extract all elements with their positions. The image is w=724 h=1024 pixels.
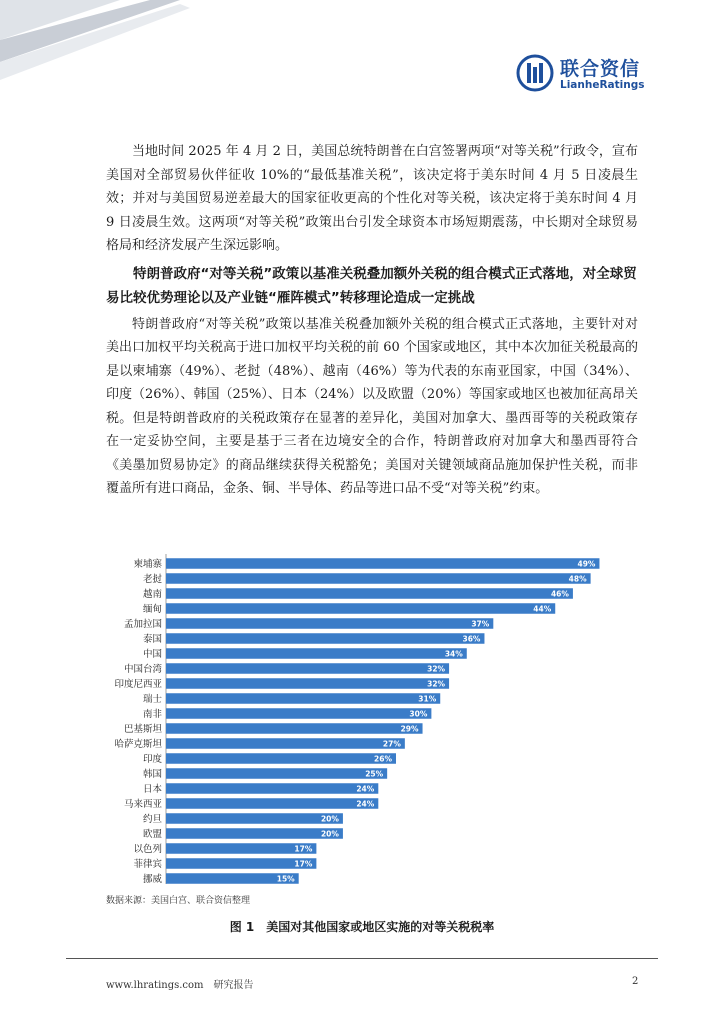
value-label: 27% [382,739,401,749]
report-body [106,140,638,501]
brand-logo [516,54,646,96]
intro-paragraph: 当地时间 2025 年 4 月 2 日，美国总统特朗普在白宫签署两项“对等关税”行政令，宣布美国对全部贸易伙伴征收 10%的“最低基准关税”，该决定将于美东时间 4 月 5 日凌晨生效；并对与美国贸易逆差最大的国家征收更高的个性化对等关税，该决定将于美东时间 4 月 9 日凌晨生效。这两项“对等关税”政策出台引发全球资本市场短期震荡，中长期对全球贸易格局和经济发展产生深远影响。 [106,144,638,253]
value-label: 48% [568,574,587,584]
bar-5 [166,633,484,644]
value-label: 20% [320,829,339,839]
bar-0 [166,558,599,569]
category-label: 越南 [142,589,162,600]
category-label: 日本 [142,784,162,795]
bar-13 [166,753,396,764]
bar-6 [166,648,467,659]
footer-divider [66,958,658,959]
value-label: 31% [418,694,437,704]
value-label: 44% [533,604,552,614]
category-label: 马来西亚 [123,799,162,810]
category-label: 以色列 [133,844,162,855]
value-label: 36% [462,634,481,644]
value-label: 32% [427,679,446,689]
value-label: 37% [471,619,490,629]
policy-paragraph: 特朗普政府“对等关税”政策以基准关税叠加额外关税的组合模式正式落地，主要针对对美出口加权平均关税高于进口加权平均关税的前 60 个国家或地区，其中本次加征关税最高的是以柬埔寨（49%）、老挝（48%）、越南（46%）等为代表的东南亚国家，中国（34%）、印度（26%）、韩国（25%）、日本（24%）以及欧盟（20%）等国家或地区也被加征高昂关税。但是特朗普政府的关税政策存在显著的差异化，美国对加拿大、墨西哥等的关税政策存在一定妥协空间，主要是基于三者在边境安全的合作，特朗普政府对加拿大和墨西哥符合《美墨加贸易协定》的商品继续获得关税豁免；美国对关键领域商品施加保护性关税，而非覆盖所有进口商品，金条、铜、半导体、药品等进口品不受“对等关税”约束。 [106,316,638,496]
category-label: 泰国 [142,634,162,645]
category-label: 中国 [142,649,162,660]
bar-14 [166,768,387,779]
page-number: 2 [632,976,639,987]
value-label: 24% [356,799,375,809]
brand-name-en: LianheRatings [560,79,645,91]
value-label: 20% [320,814,339,824]
bar-10 [166,708,431,719]
tariff-bar-chart [106,552,638,884]
category-label: 印度尼西亚 [114,679,162,690]
category-label: 挪威 [142,874,162,884]
category-label: 巴基斯坦 [123,724,162,735]
bar-15 [166,783,378,794]
category-label: 孟加拉国 [123,619,162,630]
category-label: 缅甸 [142,604,162,615]
bar-17 [166,813,343,824]
category-label: 瑞士 [142,694,162,705]
value-label: 49% [577,559,596,569]
bar-4 [166,618,493,629]
lianhe-logo-icon [516,54,554,92]
category-label: 韩国 [142,769,162,780]
bar-9 [166,693,440,704]
category-label: 老挝 [142,574,162,585]
bar-1 [166,573,591,584]
bar-16 [166,798,378,809]
bar-11 [166,723,423,734]
value-label: 15% [276,874,295,884]
section-heading: 特朗普政府“对等关税”政策以基准关税叠加额外关税的组合模式正式落地，对全球贸易比较优势理论以及产业链“雁阵模式”转移理论造成一定挑战 [106,265,637,306]
bar-8 [166,678,449,689]
category-label: 中国台湾 [123,664,162,675]
value-label: 46% [550,589,569,599]
data-source: 数据来源：美国白宫、联合资信整理 [106,896,251,906]
figure-caption: 图 1 美国对其他国家或地区实施的对等关税税率 [229,920,495,934]
value-label: 25% [365,769,384,779]
category-label: 南非 [142,709,162,720]
value-label: 17% [294,859,313,869]
bar-18 [166,828,343,839]
category-label: 印度 [142,754,162,765]
brand-name-cn: 联合资信 [560,58,641,80]
value-label: 34% [444,649,463,659]
category-label: 欧盟 [142,829,162,840]
value-label: 17% [294,844,313,854]
bar-3 [166,603,555,614]
category-label: 约旦 [142,814,162,825]
value-label: 29% [400,724,419,734]
category-label: 柬埔寨 [133,559,162,570]
value-label: 24% [356,784,375,794]
corner-decoration [0,0,190,80]
value-label: 30% [409,709,428,719]
bar-7 [166,663,449,674]
footer-site: www.lhratings.com 研究报告 [106,980,254,991]
value-label: 26% [374,754,392,764]
category-label: 菲律宾 [133,859,162,870]
category-label: 哈萨克斯坦 [114,739,162,750]
bar-12 [166,738,405,749]
value-label: 32% [427,664,446,674]
bar-2 [166,588,573,599]
